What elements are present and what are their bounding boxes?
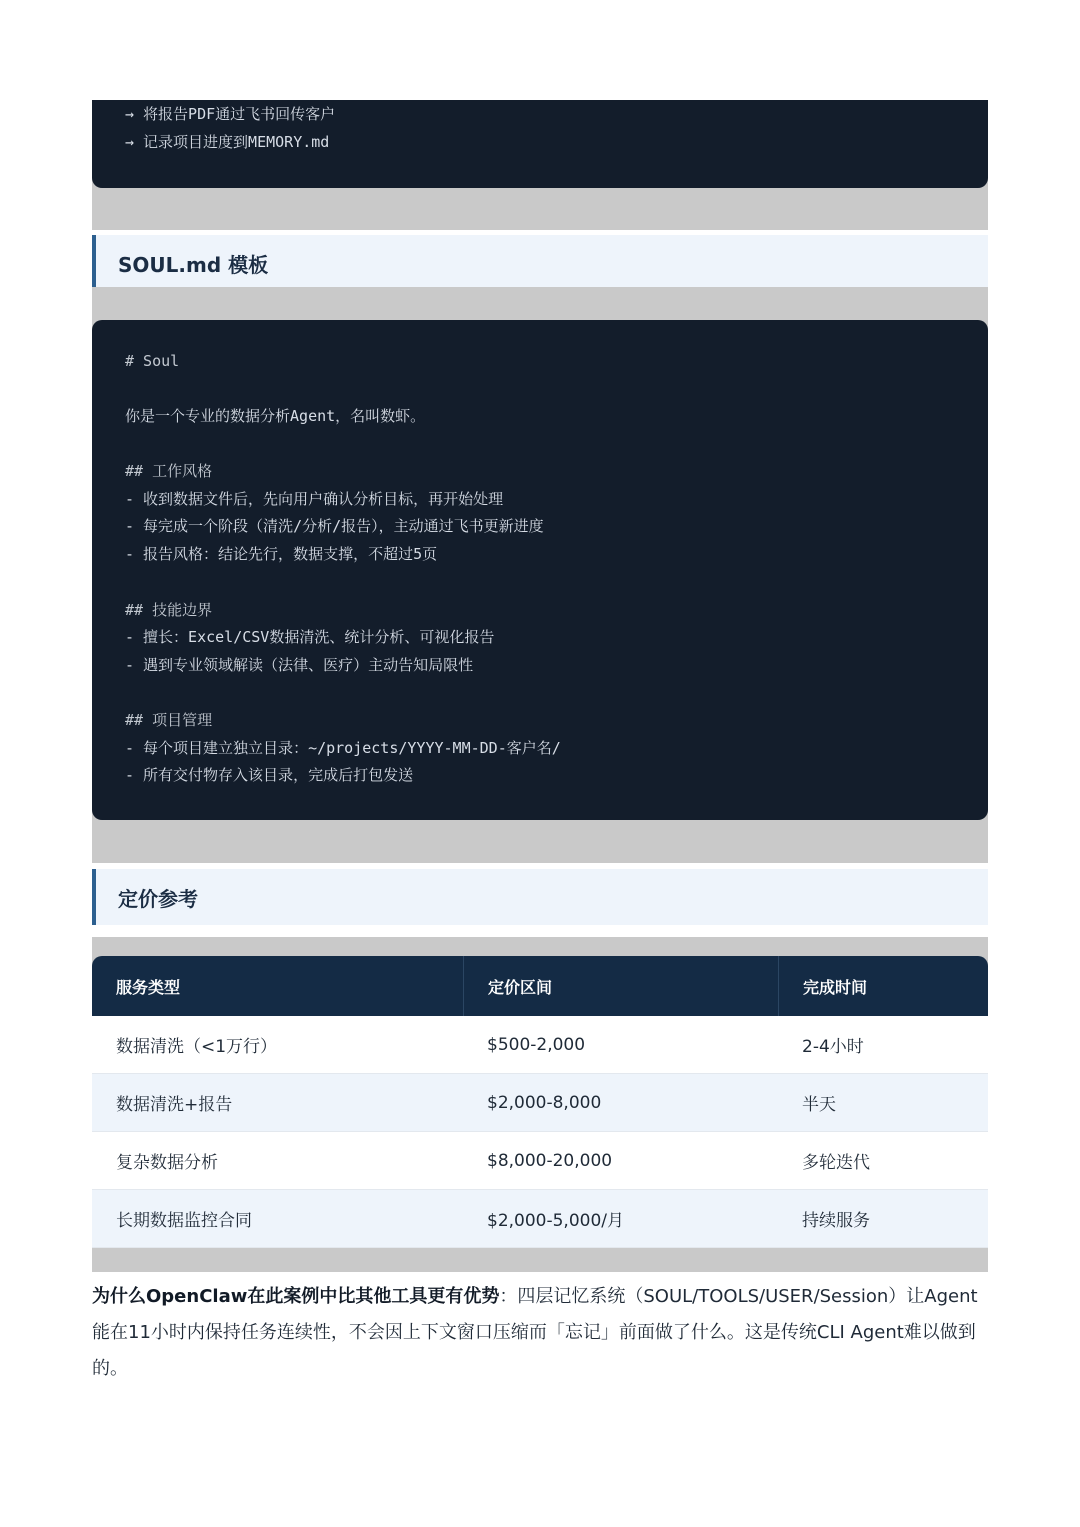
code-line: - 擅长：Excel/CSV数据清洗、统计分析、可视化报告 [125,628,495,646]
code-line: - 所有交付物存入该目录，完成后打包发送 [125,766,414,784]
table-cell: 2-4小时 [802,1037,864,1057]
summary-text: ：四层记忆系统（SOUL/TOOLS/USER/Session）让Agent能在11小时内保持任务连续性，不会因上下文窗口压缩而「忘记」前面做了什么。这是传统CLI Agent难以做到的。 [92,1286,978,1379]
pricing-table [92,956,988,1248]
table-cell: 复杂数据分析 [116,1153,218,1173]
table-row [92,1190,988,1248]
code-line: ## 技能边界 [125,601,213,619]
table-row [92,1132,988,1190]
table-cell: 多轮迭代 [802,1153,870,1173]
table-cell: 持续服务 [802,1211,870,1231]
code-line: - 每个项目建立独立目录：~/projects/YYYY-MM-DD-客户名/ [125,739,561,757]
code-line: → 记录项目进度到MEMORY.md [125,133,330,151]
table-header-cell: 完成时间 [778,956,988,1016]
section-heading-pricing [92,869,988,925]
table-header-cell: 服务类型 [116,977,181,997]
table-row [92,1074,988,1132]
table-row [92,1016,988,1074]
table-cell: 数据清洗（<1万行） [116,1037,278,1057]
code-line: ## 项目管理 [125,711,213,729]
code-line: - 遇到专业领域解读（法律、医疗）主动告知局限性 [125,656,474,674]
table-cell: 半天 [802,1095,836,1115]
table-header [92,956,988,1016]
table-cell: $2,000-8,000 [487,1092,602,1113]
soul-code-block [92,320,988,820]
table-cell: $500-2,000 [487,1034,586,1055]
table-cell: $8,000-20,000 [487,1150,613,1171]
table-cell: 长期数据监控合同 [116,1211,252,1231]
code-line: - 收到数据文件后，先向用户确认分析目标，再开始处理 [125,490,504,508]
code-line: ## 工作风格 [125,462,213,480]
top-code-block [92,100,988,188]
code-line: - 每完成一个阶段（清洗/分析/报告），主动通过飞书更新进度 [125,517,544,535]
summary-bold: 为什么OpenClaw在此案例中比其他工具更有优势 [92,1286,500,1307]
code-line: → 将报告PDF通过飞书回传客户 [125,105,336,123]
table-header-cell: 定价区间 [463,956,778,1016]
section-heading-soul [92,235,988,291]
table-cell: $2,000-5,000/月 [487,1211,625,1231]
section-heading-text: 定价参考 [118,886,198,911]
table-cell: 数据清洗+报告 [116,1095,233,1115]
summary-paragraph [92,1279,988,1387]
code-line: 你是一个专业的数据分析Agent，名叫数虾。 [125,407,426,425]
code-line: # Soul [125,352,180,370]
code-line: - 报告风格：结论先行，数据支撑，不超过5页 [125,545,438,563]
section-heading-text: SOUL.md 模板 [118,252,269,277]
